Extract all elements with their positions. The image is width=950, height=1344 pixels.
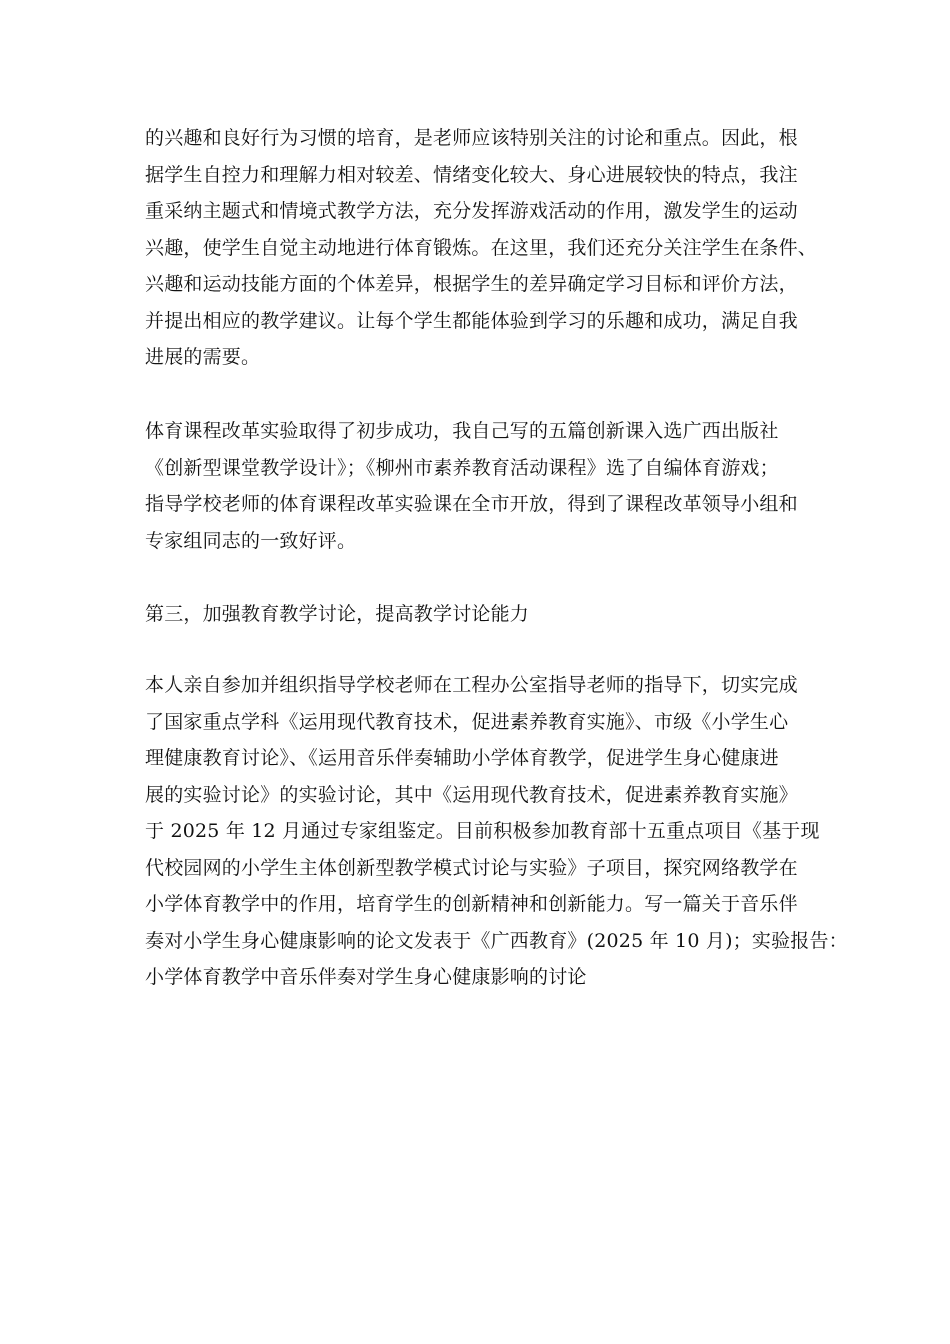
section-heading: 第三，加强教育教学讨论，提高教学讨论能力 xyxy=(145,603,530,625)
paragraph-curriculum-reform xyxy=(145,413,835,559)
text-line: 体育课程改革实验取得了初步成功，我自己写的五篇创新课入选广西出版社 xyxy=(145,420,779,442)
text-line: 的兴趣和良好行为习惯的培育，是老师应该特别关注的讨论和重点。因此，根 xyxy=(145,127,798,149)
text-line: 代校园网的小学生主体创新型教学模式讨论与实验》子项目，探究网络教学在 xyxy=(145,856,798,879)
paragraph-research xyxy=(145,667,848,996)
text-line: 专家组同志的一致好评。 xyxy=(145,529,357,552)
text-line: 奏对小学生身心健康影响的论文发表于《广西教育》(2025 年 10 月)；实验报告： xyxy=(145,929,848,952)
text-line: 重采纳主题式和情境式教学方法，充分发挥游戏活动的作用，激发学生的运动 xyxy=(145,200,798,222)
text-line: 理健康教育讨论》、《运用音乐伴奏辅助小学体育教学，促进学生身心健康进 xyxy=(145,747,779,769)
text-line: 小学体育教学中的作用，培育学生的创新精神和创新能力。写一篇关于音乐伴 xyxy=(145,893,798,915)
text-line: 了国家重点学科《运用现代教育技术，促进素养教育实施》、市级《小学生心 xyxy=(145,710,789,733)
text-line: 兴趣和运动技能方面的个体差异，根据学生的差异确定学习目标和评价方法， xyxy=(145,273,798,295)
paragraph-interest-habits xyxy=(145,120,835,376)
text-line: 小学体育教学中音乐伴奏对学生身心健康影响的讨论 xyxy=(145,966,587,988)
text-line: 并提出相应的教学建议。让每个学生都能体验到学习的乐趣和成功，满足自我 xyxy=(145,309,798,332)
text-line: 于 2025 年 12 月通过专家组鉴定。目前积极参加教育部十五重点项目《基于现 xyxy=(145,820,820,842)
text-line: 指导学校老师的体育课程改革实验课在全市开放，得到了课程改革领导小组和 xyxy=(145,493,798,515)
section-heading-third xyxy=(145,596,835,633)
text-line: 兴趣，使学生自觉主动地进行体育锻炼。在这里，我们还充分关注学生在条件、 xyxy=(145,236,818,259)
text-line: 本人亲自参加并组织指导学校老师在工程办公室指导老师的指导下，切实完成 xyxy=(145,674,798,696)
text-line: 据学生自控力和理解力相对较差、情绪变化较大、身心进展较快的特点，我注 xyxy=(145,163,798,186)
text-line: 展的实验讨论》的实验讨论，其中《运用现代教育技术，促进素养教育实施》 xyxy=(145,783,798,806)
text-line: 进展的需要。 xyxy=(145,346,261,368)
text-line: 《创新型课堂教学设计》；《柳州市素养教育活动课程》选了自编体育游戏； xyxy=(145,456,779,479)
